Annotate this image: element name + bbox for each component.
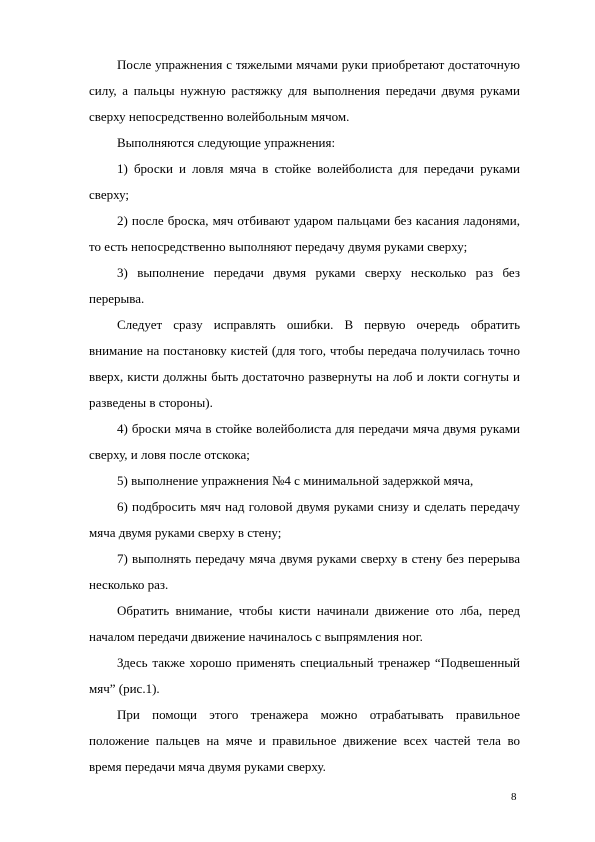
paragraph-exercise-6: 6) подбросить мяч над головой двумя руками снизу и сделать передачу мяча двумя руками сверху в стену;	[89, 499, 520, 540]
page-number: 8	[511, 791, 517, 803]
paragraph-attention-note: Обратить внимание, чтобы кисти начинали движение ото лба, перед началом передачи движение начиналось с выпрямления ног.	[89, 603, 520, 644]
paragraph-exercise-2: 2) после броска, мяч отбивают ударом пальцами без касания ладонями, то есть непосредственно выполняют передачу двумя руками сверху;	[89, 213, 520, 254]
paragraph-intro: После упражнения с тяжелыми мячами руки приобретают достаточную силу, а пальцы нужную растяжку для выполнения передачи двумя руками сверху непосредственно волейбольным мячом.	[89, 57, 520, 124]
paragraph-exercise-4: 4) броски мяча в стойке волейболиста для передачи мяча двумя руками сверху, и ловя после отскока;	[89, 421, 520, 462]
paragraph-exercise-3: 3) выполнение передачи двумя руками сверху несколько раз без перерыва.	[89, 265, 520, 306]
paragraph-trainer-usage: При помощи этого тренажера можно отрабатывать правильное положение пальцев на мяче и правильное движение всех частей тела во время передачи мяча двумя руками сверху.	[89, 707, 520, 774]
paragraph-trainer-intro: Здесь также хорошо применять специальный тренажер “Подвешенный мяч” (рис.1).	[89, 655, 520, 696]
document-body	[89, 52, 520, 780]
paragraph-errors-note: Следует сразу исправлять ошибки. В первую очередь обратить внимание на постановку кистей (для того, чтобы передача получилась точно вверх, кисти должны быть достаточно развернуты на лоб и локти согнуты и разведены в стороны).	[89, 317, 520, 410]
paragraph-exercises-heading: Выполняются следующие упражнения:	[117, 135, 336, 150]
paragraph-exercise-5: 5) выполнение упражнения №4 с минимальной задержкой мяча,	[117, 473, 474, 488]
paragraph-exercise-7: 7) выполнять передачу мяча двумя руками сверху в стену без перерыва несколько раз.	[89, 551, 520, 592]
paragraph-exercise-1: 1) броски и ловля мяча в стойке волейболиста для передачи руками сверху;	[89, 161, 520, 202]
